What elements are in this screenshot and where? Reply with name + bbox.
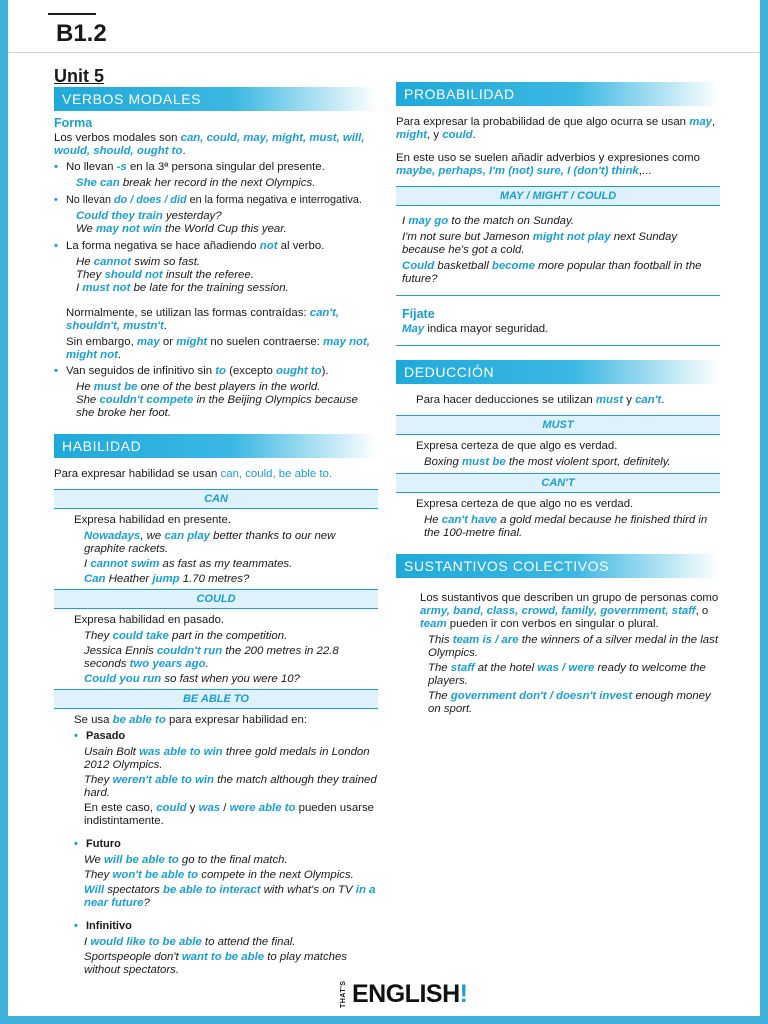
probabilidad-intro: Para expresar la probabilidad de que algo ocurra se usan may, might, y could. — [396, 116, 716, 141]
contracted-forms-note: Normalmente, se utilizan las formas contraídas: can't, shouldn't, mustn't. — [66, 307, 340, 332]
example: Usain Bolt was able to win three gold medals in London 2012 Olympics. — [84, 746, 370, 771]
example: He cannot swim so fast. — [76, 256, 201, 268]
example: They weren't able to win the match although they trained hard. — [84, 774, 377, 799]
example: Will spectators be able to interact with what's on TV in a near future? — [84, 884, 376, 909]
section-header-sustantivos-colectivos: SUSTANTIVOS COLECTIVOS — [396, 554, 720, 578]
example: This team is / are the winners of a silver medal in the last Olympics. — [428, 634, 718, 659]
could-bar: COULD — [54, 589, 378, 609]
example: Jessica Ennis couldn't run the 200 metres in 22.8 seconds two years ago. — [84, 645, 339, 670]
header-bar — [8, 0, 760, 53]
be-able-to-description: Se usa be able to para expresar habilidad en: — [74, 714, 308, 726]
example: Sportspeople don't want to be able to play matches without spectators. — [84, 951, 348, 976]
section-header-deduccion: DEDUCCIÓN — [396, 360, 720, 384]
level-label: B1.2 — [56, 20, 107, 47]
section-header-verbos-modales: VERBOS MODALES — [54, 87, 378, 111]
be-able-to-bar: BE ABLE TO — [54, 689, 378, 709]
example: The staff at the hotel was / were ready to welcome the players. — [428, 662, 706, 687]
cant-description: Expresa certeza de que algo no es verdad. — [416, 498, 634, 510]
futuro-label: • Futuro — [74, 838, 378, 851]
modals-intro: Los verbos modales son can, could, may, might, must, will, would, should, ought to. — [54, 132, 365, 157]
example: Nowadays, we can play better thanks to our new graphite rackets. — [84, 530, 336, 555]
example: Could they train yesterday? — [76, 210, 222, 222]
example: They won't be able to compete in the next Olympics. — [84, 869, 354, 881]
example: The government don't / doesn't invest enough money on sport. — [428, 690, 711, 715]
may-might-could-examples: I may go to the match on Sunday. I'm not sure but Jameson might not play next Sunday because he's got a cold. Could basketball become more popular than football in the future? — [396, 211, 720, 296]
adverbs-note: En este uso se suelen añadir adverbios y expresiones como maybe, perhaps, I'm (not) sure, I (don't) think,... — [396, 152, 700, 177]
thats-english-logo — [340, 980, 468, 1010]
cant-bar: CAN'T — [396, 473, 720, 493]
pasado-label: • Pasado — [74, 730, 378, 743]
example: She can break her record in the next Olympics. — [76, 177, 316, 189]
fijate-box: Fíjate May indica mayor seguridad. — [396, 302, 720, 346]
could-description: Expresa habilidad en pasado. — [74, 614, 225, 626]
habilidad-intro: Para expresar habilidad se usan can, could, be able to. — [54, 468, 333, 480]
rule-infinitive: • Van seguidos de infinitivo sin to (excepto ought to). — [54, 365, 378, 378]
pasado-note: En este caso, could y was / were able to pueden usarse indistintamente. — [84, 802, 374, 827]
forma-subheading: Forma — [54, 116, 93, 130]
may-might-could-bar: MAY / MIGHT / COULD — [396, 186, 720, 206]
fijate-heading: Fíjate — [402, 307, 435, 321]
example: She couldn't compete in the Beijing Olympics because she broke her foot. — [76, 394, 358, 419]
page-frame-bottom — [0, 1016, 768, 1024]
must-bar: MUST — [396, 415, 720, 435]
example: Could you run so fast when you were 10? — [84, 673, 300, 685]
rule-no-s: • No llevan -s en la 3ª persona singular del presente. — [54, 161, 378, 174]
can-description: Expresa habilidad en presente. — [74, 514, 232, 526]
page-frame-right — [760, 0, 768, 1024]
page-frame-left — [0, 0, 8, 1024]
right-column — [396, 82, 720, 720]
no-contraction-note: Sin embargo, may or might no suelen contraerse: may not, might not. — [66, 336, 370, 361]
section-header-probabilidad: PROBABILIDAD — [396, 82, 720, 106]
infinitivo-label: • Infinitivo — [74, 920, 378, 933]
level-rule — [48, 13, 96, 15]
deduccion-intro: Para hacer deducciones se utilizan must y can't. — [416, 394, 665, 406]
rule-negative: • La forma negativa se hace añadiendo not al verbo. — [54, 240, 378, 253]
colectivos-intro: Los sustantivos que describen un grupo de personas como army, band, class, crowd, family, government, staff, o team pueden ir con verbos en singular o plural. — [420, 592, 719, 630]
can-bar: CAN — [54, 489, 378, 509]
example: I cannot swim as fast as my teammates. — [84, 558, 293, 570]
example: We may not win the World Cup this year. — [76, 223, 287, 235]
example: Boxing must be the most violent sport, definitely. — [424, 456, 671, 468]
example: Can Heather jump 1.70 metres? — [84, 573, 250, 585]
must-description: Expresa certeza de que algo es verdad. — [416, 440, 618, 452]
example: I would like to be able to attend the final. — [84, 936, 296, 948]
left-column — [54, 66, 378, 979]
example: He can't have a gold medal because he finished third in the 100-metre final. — [424, 514, 708, 539]
logo-text: ENGLISH! — [352, 980, 468, 1008]
unit-title: Unit 5 — [54, 66, 105, 86]
example: They should not insult the referee. — [76, 269, 254, 281]
example: I must not be late for the training session. — [76, 282, 289, 294]
section-header-habilidad: HABILIDAD — [54, 434, 378, 458]
example: We will be able to go to the final match. — [84, 854, 288, 866]
rule-no-do: • No llevan do / does / did en la forma negativa e interrogativa. — [54, 194, 378, 207]
logo-small-text: THAT'S — [340, 980, 347, 1008]
example: He must be one of the best players in the world. — [76, 381, 321, 393]
example: They could take part in the competition. — [84, 630, 288, 642]
